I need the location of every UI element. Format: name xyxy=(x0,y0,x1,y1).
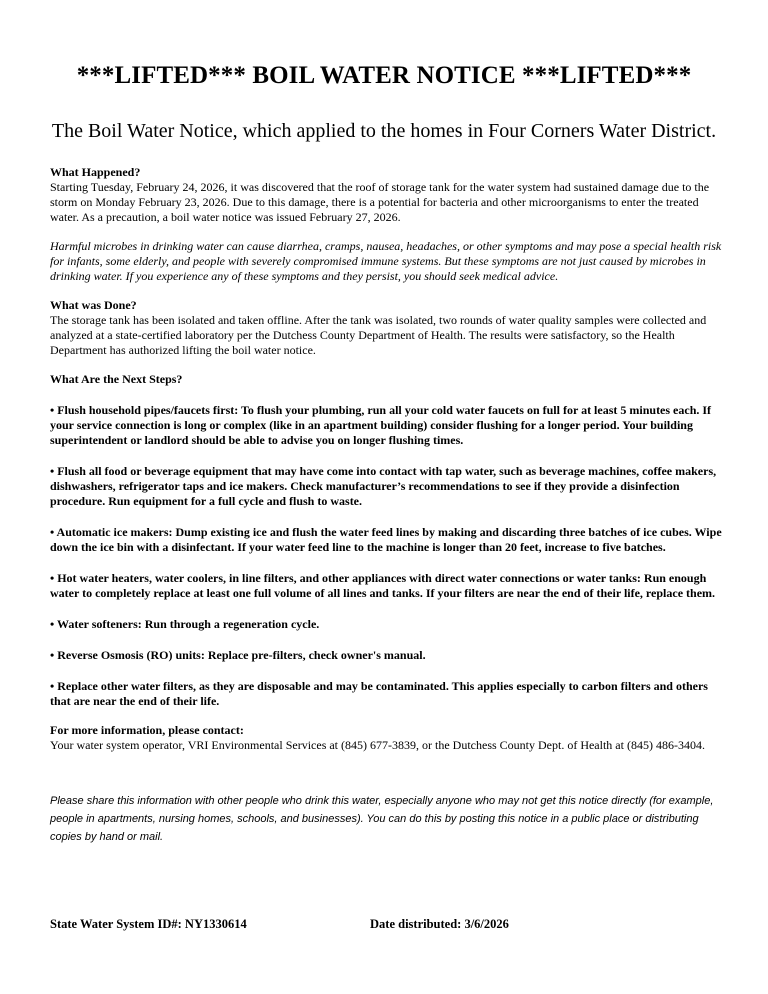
section-heading-contact: For more information, please contact: xyxy=(50,723,244,737)
health-warning-text: Harmful microbes in drinking water can cause diarrhea, cramps, nausea, headaches, or other symptoms and may pose a special health risk for infants, some elderly, and people with severely compromised immune systems. But these symptoms are not just caused by microbes in drinking water. If you experience any of these symptoms and they persist, you should seek medical advice. xyxy=(50,239,722,283)
step-item-water-softeners: • Water softeners: Run through a regeneration cycle. xyxy=(50,617,320,631)
section-heading-what-was-done: What was Done? xyxy=(50,298,137,312)
step-item-replace-filters: • Replace other water filters, as they are disposable and may be contaminated. This applies especially to carbon filters and others that are near the end of their life. xyxy=(50,679,708,708)
notice-subtitle: The Boil Water Notice, which applied to the homes in Four Corners Water District. xyxy=(51,120,717,142)
date-distributed: Date distributed: 3/6/2026 xyxy=(370,917,509,931)
step-item-flush-pipes: • Flush household pipes/faucets first: To flush your plumbing, run all your cold water faucets on full for at least 5 minutes each. If your service connection is long or complex (like in an apartment building) consider flushing for a longer period. Your building superintendent or landlord should be able to advise you on longer flushing times. xyxy=(50,403,712,447)
step-item-water-heaters: • Hot water heaters, water coolers, in line filters, and other appliances with direct water connections or water tanks: Run enough water to completely replace at least one full volume of all lines and tanks. If your filters are near the end of their life, replace them. xyxy=(50,571,716,600)
contact-text: Your water system operator, VRI Environmental Services at (845) 677-3839, or the Dutchess County Dept. of Health at (845) 486-3404. xyxy=(50,738,705,752)
what-was-done-text: The storage tank has been isolated and taken offline. After the tank was isolated, two rounds of water quality samples were collected and analyzed at a state-certified laboratory per the Dutchess County Department of Health. The results were satisfactory, so the Health Department has authorized lifting the boil water notice. xyxy=(50,313,707,357)
what-happened-text: Starting Tuesday, February 24, 2026, it was discovered that the roof of storage tank for the water system had sustained damage due to the storm on Monday February 23, 2026. Due to this damage, there is a potential for bacteria and other microorganisms to enter the treated water. As a precaution, a boil water notice was issued February 27, 2026. xyxy=(50,180,710,224)
section-heading-what-happened: What Happened? xyxy=(50,165,141,179)
notice-body xyxy=(50,165,730,753)
notice-title: ***LIFTED*** BOIL WATER NOTICE ***LIFTED*** xyxy=(76,62,692,89)
share-notice-text: Please share this information with other people who drink this water, especially anyone who may not get this notice directly (for example, people in apartments, nursing homes, schools, and businesses). You can do this by posting this notice in a public place or distributing copies by hand or mail. xyxy=(50,795,714,843)
water-system-id: State Water System ID#: NY1330614 xyxy=(50,917,247,931)
section-heading-next-steps: What Are the Next Steps? xyxy=(50,372,183,386)
step-item-reverse-osmosis: • Reverse Osmosis (RO) units: Replace pre-filters, check owner's manual. xyxy=(50,648,426,662)
step-item-ice-makers: • Automatic ice makers: Dump existing ice and flush the water feed lines by making and discarding three batches of ice cubes. Wipe down the ice bin with a disinfectant. If your water feed line to the machine is longer than 20 feet, increase to five batches. xyxy=(50,525,722,554)
step-item-flush-equipment: • Flush all food or beverage equipment that may have come into contact with tap water, such as beverage machines, coffee makers, dishwashers, refrigerator taps and ice makers. Check manufacturer’s recommendations to see if they provide a disinfection procedure. Run equipment for a full cycle and flush to waste. xyxy=(50,464,717,508)
